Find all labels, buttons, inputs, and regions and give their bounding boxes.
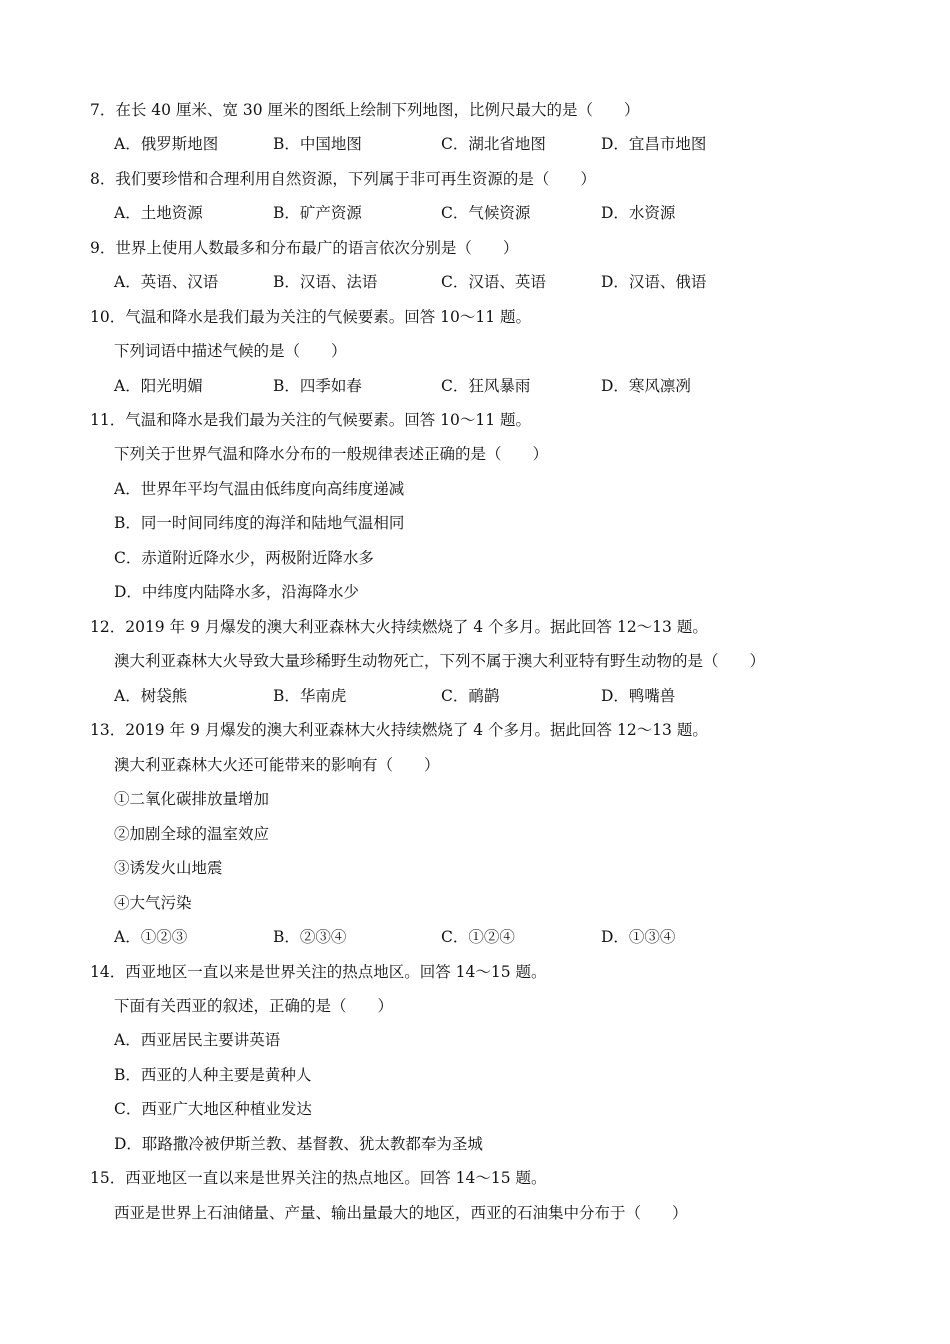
question-7-option-b: B．中国地图 bbox=[273, 135, 362, 153]
question-11-sub: 下列关于世界气温和降水分布的一般规律表述正确的是（ ） bbox=[114, 445, 549, 463]
question-14-option-b: B．西亚的人种主要是黄种人 bbox=[114, 1066, 312, 1084]
question-14-stem: 14．西亚地区一直以来是世界关注的热点地区。回答 14～15 题。 bbox=[90, 963, 547, 981]
question-9-option-d: D．汉语、俄语 bbox=[601, 273, 707, 291]
question-12-option-d: D．鸭嘴兽 bbox=[601, 687, 676, 705]
question-13-item-3: ③诱发火山地震 bbox=[114, 859, 223, 877]
question-7-option-d: D．宜昌市地图 bbox=[601, 135, 707, 153]
question-13-option-b: B．②③④ bbox=[273, 928, 347, 946]
question-10-option-c: C．狂风暴雨 bbox=[441, 377, 531, 395]
question-12-option-b: B．华南虎 bbox=[273, 687, 347, 705]
question-10-option-a: A．阳光明媚 bbox=[114, 377, 203, 395]
question-14-option-d: D．耶路撒冷被伊斯兰教、基督教、犹太教都奉为圣城 bbox=[114, 1135, 483, 1153]
question-15-sub: 西亚是世界上石油储量、产量、输出量最大的地区，西亚的石油集中分布于（ ） bbox=[114, 1204, 688, 1222]
question-13-option-d: D．①③④ bbox=[601, 928, 676, 946]
question-12-stem: 12．2019 年 9 月爆发的澳大利亚森林大火持续燃烧了 4 个多月。据此回答 12～13 题。 bbox=[90, 618, 708, 636]
question-13-sub: 澳大利亚森林大火还可能带来的影响有（ ） bbox=[114, 756, 440, 774]
question-7-option-c: C．湖北省地图 bbox=[441, 135, 546, 153]
question-11-option-b: B．同一时间同纬度的海洋和陆地气温相同 bbox=[114, 514, 405, 532]
question-14-option-a: A．西亚居民主要讲英语 bbox=[114, 1031, 281, 1049]
question-13-stem: 13．2019 年 9 月爆发的澳大利亚森林大火持续燃烧了 4 个多月。据此回答 12～13 题。 bbox=[90, 721, 708, 739]
question-15-stem: 15．西亚地区一直以来是世界关注的热点地区。回答 14～15 题。 bbox=[90, 1169, 547, 1187]
question-11-option-c: C．赤道附近降水少，两极附近降水多 bbox=[114, 549, 374, 567]
question-9-option-a: A．英语、汉语 bbox=[114, 273, 219, 291]
question-12-option-c: C．鸸鹋 bbox=[441, 687, 500, 705]
question-13-item-2: ②加剧全球的温室效应 bbox=[114, 825, 270, 843]
question-11-option-d: D．中纬度内陆降水多，沿海降水少 bbox=[114, 583, 359, 601]
question-13-option-c: C．①②④ bbox=[441, 928, 515, 946]
question-13-item-4: ④大气污染 bbox=[114, 894, 192, 912]
question-8-option-d: D．水资源 bbox=[601, 204, 676, 222]
question-14-sub: 下面有关西亚的叙述，正确的是（ ） bbox=[114, 997, 394, 1015]
question-8-stem: 8．我们要珍惜和合理利用自然资源，下列属于非可再生资源的是（ ） bbox=[90, 170, 596, 188]
question-7-stem: 7．在长 40 厘米、宽 30 厘米的图纸上绘制下列地图，比例尺最大的是（ ） bbox=[90, 101, 640, 119]
question-7-option-a: A．俄罗斯地图 bbox=[114, 135, 219, 153]
question-10-option-b: B．四季如春 bbox=[273, 377, 362, 395]
question-12-option-a: A．树袋熊 bbox=[114, 687, 188, 705]
question-13-option-a: A．①②③ bbox=[114, 928, 188, 946]
question-9-option-c: C．汉语、英语 bbox=[441, 273, 546, 291]
question-11-option-a: A．世界年平均气温由低纬度向高纬度递减 bbox=[114, 480, 405, 498]
question-14-option-c: C．西亚广大地区种植业发达 bbox=[114, 1100, 312, 1118]
question-10-option-d: D．寒风凛冽 bbox=[601, 377, 691, 395]
question-8-option-b: B．矿产资源 bbox=[273, 204, 362, 222]
question-13-item-1: ①二氧化碳排放量增加 bbox=[114, 790, 270, 808]
question-10-sub: 下列词语中描述气候的是（ ） bbox=[114, 342, 347, 360]
question-9-stem: 9．世界上使用人数最多和分布最广的语言依次分别是（ ） bbox=[90, 239, 519, 257]
question-11-stem: 11．气温和降水是我们最为关注的气候要素。回答 10～11 题。 bbox=[90, 411, 532, 429]
question-9-option-b: B．汉语、法语 bbox=[273, 273, 378, 291]
question-12-sub: 澳大利亚森林大火导致大量珍稀野生动物死亡，下列不属于澳大利亚特有野生动物的是（ ） bbox=[114, 652, 766, 670]
question-10-stem: 10．气温和降水是我们最为关注的气候要素。回答 10～11 题。 bbox=[90, 308, 532, 326]
question-8-option-a: A．土地资源 bbox=[114, 204, 203, 222]
question-8-option-c: C．气候资源 bbox=[441, 204, 531, 222]
